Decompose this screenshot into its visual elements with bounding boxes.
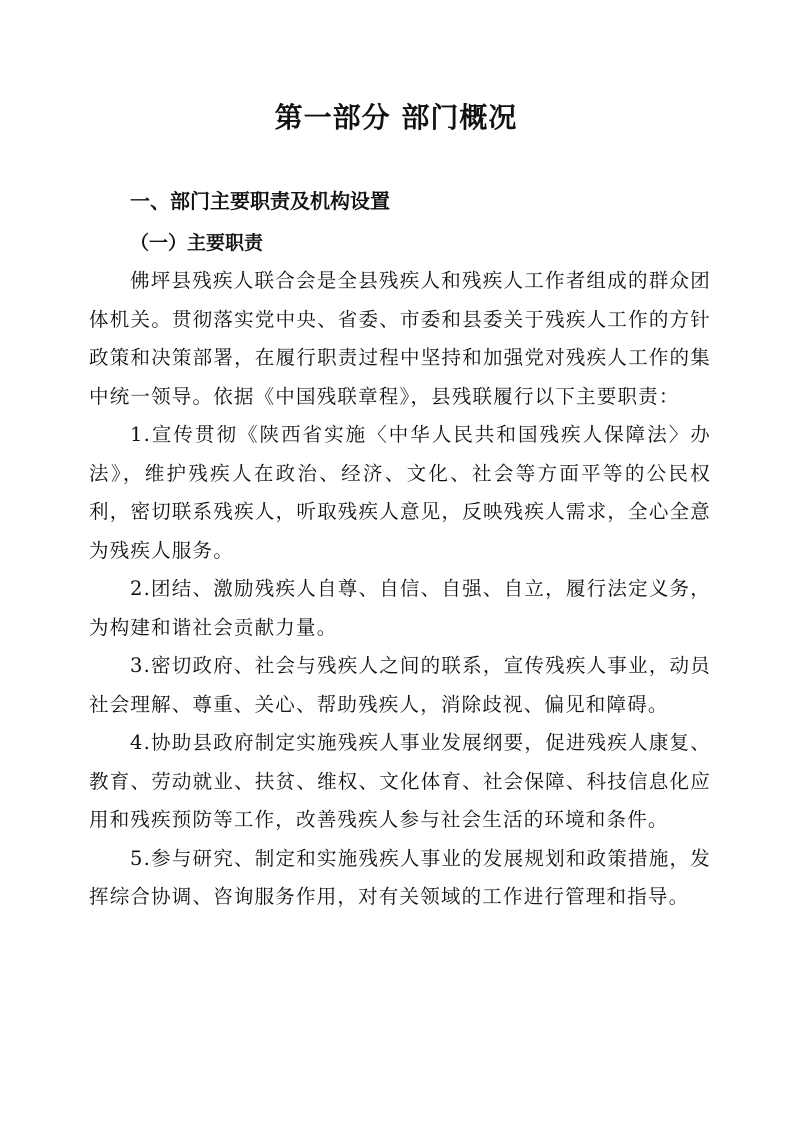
- duty-item-1: 1.宣传贯彻《陕西省实施〈中华人民共和国残疾人保障法〉办法》，维护残疾人在政治、经济、文化、社会等方面平等的公民权利，密切联系残疾人，听取残疾人意见，反映残疾人需求，全心全意为残疾人服务。: [89, 423, 711, 562]
- subsection-heading: （一）主要职责: [130, 232, 264, 254]
- body-text: [89, 262, 711, 917]
- page-title: 第一部分 部门概况: [274, 101, 518, 134]
- duty-item-3: 3.密切政府、社会与残疾人之间的联系，宣传残疾人事业，动员社会理解、尊重、关心、帮助残疾人，消除歧视、偏见和障碍。: [89, 654, 711, 716]
- intro-paragraph: 佛坪县残疾人联合会是全县残疾人和残疾人工作者组成的群众团体机关。贯彻落实党中央、省委、市委和县委关于残疾人工作的方针政策和决策部署，在履行职责过程中坚持和加强党对残疾人工作的集中统一领导。依据《中国残联章程》，县残联履行以下主要职责：: [89, 269, 711, 408]
- duty-item-4: 4.协助县政府制定实施残疾人事业发展纲要，促进残疾人康复、教育、劳动就业、扶贫、维权、文化体育、社会保障、科技信息化应用和残疾预防等工作，改善残疾人参与社会生活的环境和条件。: [89, 731, 711, 831]
- duty-item-5: 5.参与研究、制定和实施残疾人事业的发展规划和政策措施，发挥综合协调、咨询服务作用，对有关领域的工作进行管理和指导。: [89, 846, 711, 908]
- duty-item-2: 2.团结、激励残疾人自尊、自信、自强、自立，履行法定义务，为构建和谐社会贡献力量。: [89, 577, 711, 639]
- section-heading: 一、部门主要职责及机构设置: [130, 189, 390, 213]
